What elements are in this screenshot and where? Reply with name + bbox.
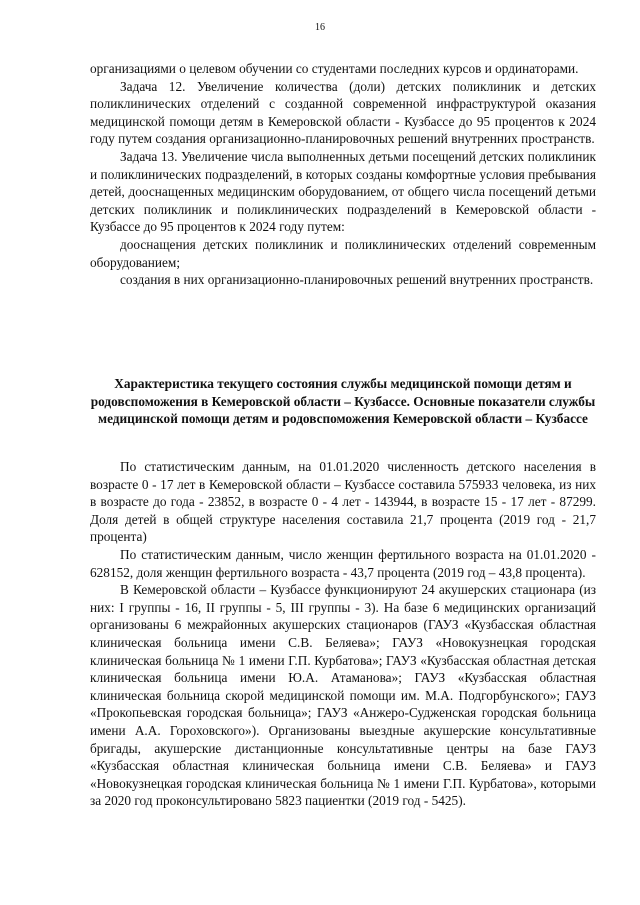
top-section: [90, 60, 596, 289]
bottom-section: [90, 458, 596, 810]
paragraph-task-12: Задача 12. Увеличение количества (доли) детских поликлиник и детских поликлинических отделений с созданной современной инфраструктурой оказания медицинской помощи детям в Кемеровской области - Кузбассе до 95 процентов к 2024 году путем создания организационно-планировочных решений внутренних пространств.: [90, 78, 596, 147]
paragraph-fertile-women: По статистическим данным, число женщин фертильного возраста на 01.01.2020 - 628152, доля женщин фертильного возраста - 43,7 процента (2019 год – 43,8 процента).: [90, 546, 596, 580]
section-heading: Характеристика текущего состояния службы медицинской помощи детям и родовспоможения в Кемеровской области – Кузбассе. Основные показатели службы медицинской помощи детям и родовспоможения Кемеровской области – Кузбассе: [90, 376, 596, 427]
paragraph-task-13: Задача 13. Увеличение числа выполненных детьми посещений детских поликлиник и поликлинических подразделений, в которых созданы комфортные условия пребывания детей, дооснащенных медицинским оборудованием, от общего числа посещений детьми детских поликлиник и поликлинических подразделений в Кемеровской области - Кузбассе до 95 процентов к 2024 году путем:: [90, 148, 596, 235]
paragraph-child-population: По статистическим данным, на 01.01.2020 численность детского населения в возрасте 0 - 17 лет в Кемеровской области – Кузбассе составила 575933 человека, из них в возрасте до года - 23852, в возрасте 0 - 4 лет - 143944, в возрасте 15 - 17 лет - 87299. Доля детей в общей структуре населения составила 21,7 процента (2019 год - 21,7 процента): [90, 459, 596, 545]
paragraph-obstetric-hospitals: В Кемеровской области – Кузбассе функционируют 24 акушерских стационара (из них: I группы - 16, II группы - 5, III группы - 3). На базе 6 медицинских организаций организованы 6 межрайонных акушерских стационаров (ГАУЗ «Кузбасская областная клиническая больница имени С.В. Беляева»; ГАУЗ «Новокузнецкая городская клиническая больница № 1 имени Г.П. Курбатова»; ГАУЗ «Кузбасская областная детская клиническая больница имени Ю.А. Атаманова»; ГАУЗ «Кузбасская областная клиническая больница скорой медицинской помощи им. М.А. Подгорбунского»; ГАУЗ «Прокопьевская городская больница»; ГАУЗ «Анжеро-Судженская городская больница имени А.А. Гороховского»). Организованы выездные акушерские консультативные бригады, акушерские дистанционные консультативные центры на базе ГАУЗ «Кузбасская областная клиническая больница имени С.В. Беляева» и ГАУЗ «Новокузнецкая городская клиническая больница № 1 имени Г.П. Курбатова», которыми за 2020 год проконсультировано 5823 пациентки (2019 год - 5425).: [90, 582, 596, 809]
paragraph-planning: создания в них организационно-планировочных решений внутренних пространств.: [120, 272, 594, 288]
section-heading-block: [90, 375, 596, 428]
paragraph-equipment: дооснащения детских поликлиник и поликлинических отделений современным оборудованием;: [90, 236, 596, 270]
paragraph-ordinators: организациями о целевом обучении со студентами последних курсов и ординаторами.: [90, 61, 579, 76]
page-number: 16: [315, 22, 325, 33]
